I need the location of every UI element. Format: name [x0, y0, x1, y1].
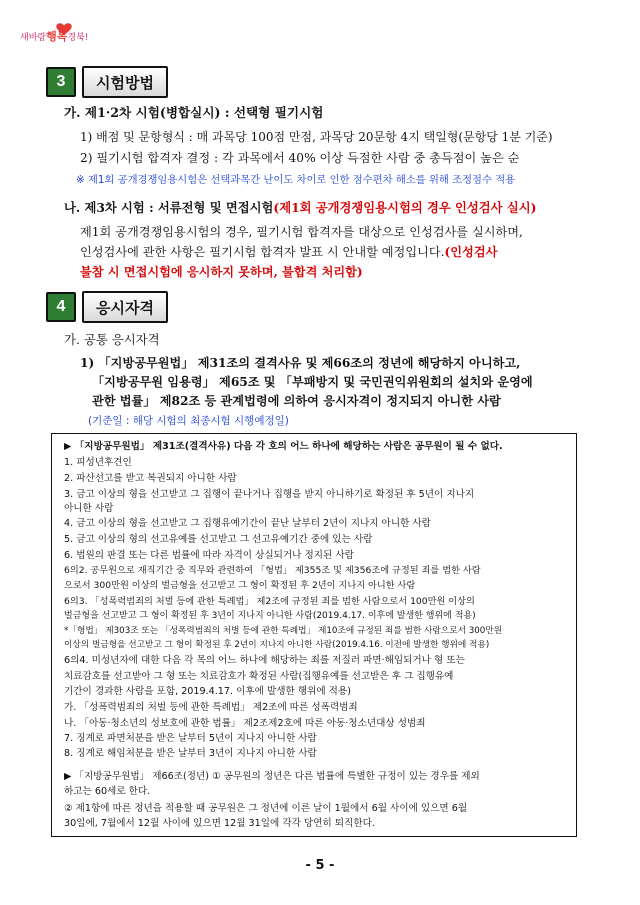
- list-item: 하고는 60세로 한다.: [64, 786, 151, 797]
- section-title: 응시자격: [82, 291, 168, 323]
- list-item: 8. 징계로 해임처분을 받은 날부터 3년이 지나지 아니한 사람: [64, 748, 317, 759]
- list-item: 6의3. 「성폭력범죄의 처벌 등에 관한 특례법」 제2조에 규정된 죄를 범한 사람으로서 100만원 이상의: [64, 596, 475, 607]
- subsection-ga-heading: 가. 제1·2차 시험(병합실시) : 선택형 필기시험: [64, 105, 324, 120]
- logo-text: 새바람행복경북!: [20, 30, 89, 43]
- list-item: 30일에, 7월에서 12월 사이에 있으면 12월 31일에 각각 당연히 퇴직한다.: [64, 818, 375, 829]
- section-title: 시험방법: [82, 66, 168, 98]
- list-item: 이상의 벌금형을 선고받고 그 형이 확정된 후 2년이 지나지 아니한 사람(2019.4.16. 이전에 발생한 행위에 적용): [64, 640, 490, 650]
- logo: [20, 22, 112, 50]
- law-excerpt-box: [51, 433, 577, 837]
- section-number: 4: [46, 292, 76, 322]
- list-item: 2. 파산선고를 받고 복권되지 아니한 사람: [64, 473, 237, 484]
- list-item: ② 제1항에 따른 정년을 적용할 때 공무원은 그 정년에 이른 날이 1월에서 6월 사이에 있으면 6월: [64, 803, 468, 814]
- list-item: 3. 금고 이상의 형을 선고받고 그 집행이 끝나거나 집행을 받지 아니하기로 확정된 후 5년이 지나지: [64, 489, 475, 500]
- list-item: 으로서 300만원 이상의 벌금형을 선고받고 그 형이 확정된 후 2년이 지나지 아니한 사람: [64, 580, 416, 591]
- list-item: 벌금형을 선고받고 그 형이 확정된 후 3년이 지나지 아니한 사람(2019.4.17. 이후에 발생한 행위에 적용): [64, 611, 476, 621]
- list-item: 1. 피성년후견인: [64, 457, 132, 468]
- list-item: 6의4. 미성년자에 대한 다음 각 목의 어느 하나에 해당하는 죄를 저질러 파면·해임되거나 형 또는: [64, 655, 465, 666]
- list-item: 치료감호를 선고받아 그 형 또는 치료감호가 확정된 사람(집행유예를 선고받은 후 그 집행유예: [64, 671, 454, 682]
- section-3-header: [46, 66, 168, 98]
- list-item: *「형법」 제303조 또는 「성폭력범죄의 처벌 등에 관한 특례법」 제10조에 규정된 죄를 범한 사람으로서 300만원: [64, 626, 503, 636]
- na-body-line-2: 인성검사에 관한 사항은 필기시험 합격자 발표 시 안내할 예정입니다.(인성검사: [80, 245, 498, 259]
- section-4-header: [46, 291, 168, 323]
- list-item: 나. 「아동·청소년의 성보호에 관한 법률」 제2조제2호에 따른 아동·청소년대상 성범죄: [64, 718, 426, 729]
- qualification-line-3: 관한 법률」 제82조 등 관계법령에 의하여 응시자격이 정지되지 아니한 사람: [92, 394, 501, 408]
- na-body-line-3: 불참 시 면접시험에 응시하지 못하며, 불합격 처리함): [80, 265, 363, 279]
- page-number: - 5 -: [305, 858, 335, 873]
- section-number: 3: [46, 67, 76, 97]
- qualification-line-1: 1) 「지방공무원법」 제31조의 결격사유 및 제66조의 정년에 해당하지 아니하고,: [80, 356, 521, 370]
- list-item: 5. 금고 이상의 형의 선고유예를 선고받고 그 선고유예기간 중에 있는 사람: [64, 534, 373, 545]
- list-item: 7. 징계로 파면처분을 받은 날부터 5년이 지나지 아니한 사람: [64, 733, 317, 744]
- list-item: 6. 법원의 판결 또는 다른 법률에 따라 자격이 상실되거나 정지된 사람: [64, 550, 354, 561]
- na-body-line-1: 제1회 공개경쟁임용시험의 경우, 필기시험 합격자를 대상으로 인성검사를 실시하며,: [80, 225, 523, 239]
- subsection-na-heading: 나. 제3차 시험 : 서류전형 및 면접시험(제1회 공개경쟁임용시험의 경우 인성검사 실시): [64, 200, 537, 215]
- scoring-item: 1) 배점 및 문항형식 : 매 과목당 100점 만점, 과목당 20문항 4지 택일형(문항당 1분 기준): [80, 130, 553, 144]
- list-item: 아니한 사람: [64, 503, 114, 514]
- list-item: 6의2. 공무원으로 재직기간 중 직무와 관련하여 「형법」 제355조 및 제356조에 규정된 죄를 범한 사람: [64, 565, 481, 576]
- list-item: 4. 금고 이상의 형을 선고받고 그 집행유예기간이 끝난 날부터 2년이 지나지 아니한 사람: [64, 518, 431, 529]
- law-article-66: ▶ 「지방공무원법」 제66조(정년) ① 공무원의 정년은 다른 법률에 특별한 규정이 있는 경우를 제외: [64, 771, 480, 782]
- qualification-line-2: 「지방공무원 임용령」 제65조 및 「부패방지 및 국민권익위원회의 설치와 운영에: [92, 375, 533, 389]
- reference-date-note: (기준일 : 해당 시험의 최종시험 시행예정일): [88, 415, 289, 427]
- list-item: 가. 「성폭력범죄의 처벌 등에 관한 특례법」 제2조에 따른 성폭력범죄: [64, 702, 358, 713]
- list-item: 기간이 경과한 사람을 포함, 2019.4.17. 이후에 발생한 행위에 적용): [64, 686, 351, 697]
- law-article-31: ▶ 「지방공무원법」 제31조(결격사유) 다음 각 호의 어느 하나에 해당하는 사람은 공무원이 될 수 없다.: [64, 441, 503, 452]
- pass-criteria-item: 2) 필기시험 합격자 결정 : 각 과목에서 40% 이상 득점한 사람 중 총득점이 높은 순: [80, 151, 520, 165]
- common-qualification-heading: 가. 공통 응시자격: [64, 332, 160, 347]
- adjusted-score-note: ※ 제1회 공개경쟁임용시험은 선택과목간 난이도 차이로 인한 점수편차 해소를 위해 조정점수 적용: [76, 174, 516, 186]
